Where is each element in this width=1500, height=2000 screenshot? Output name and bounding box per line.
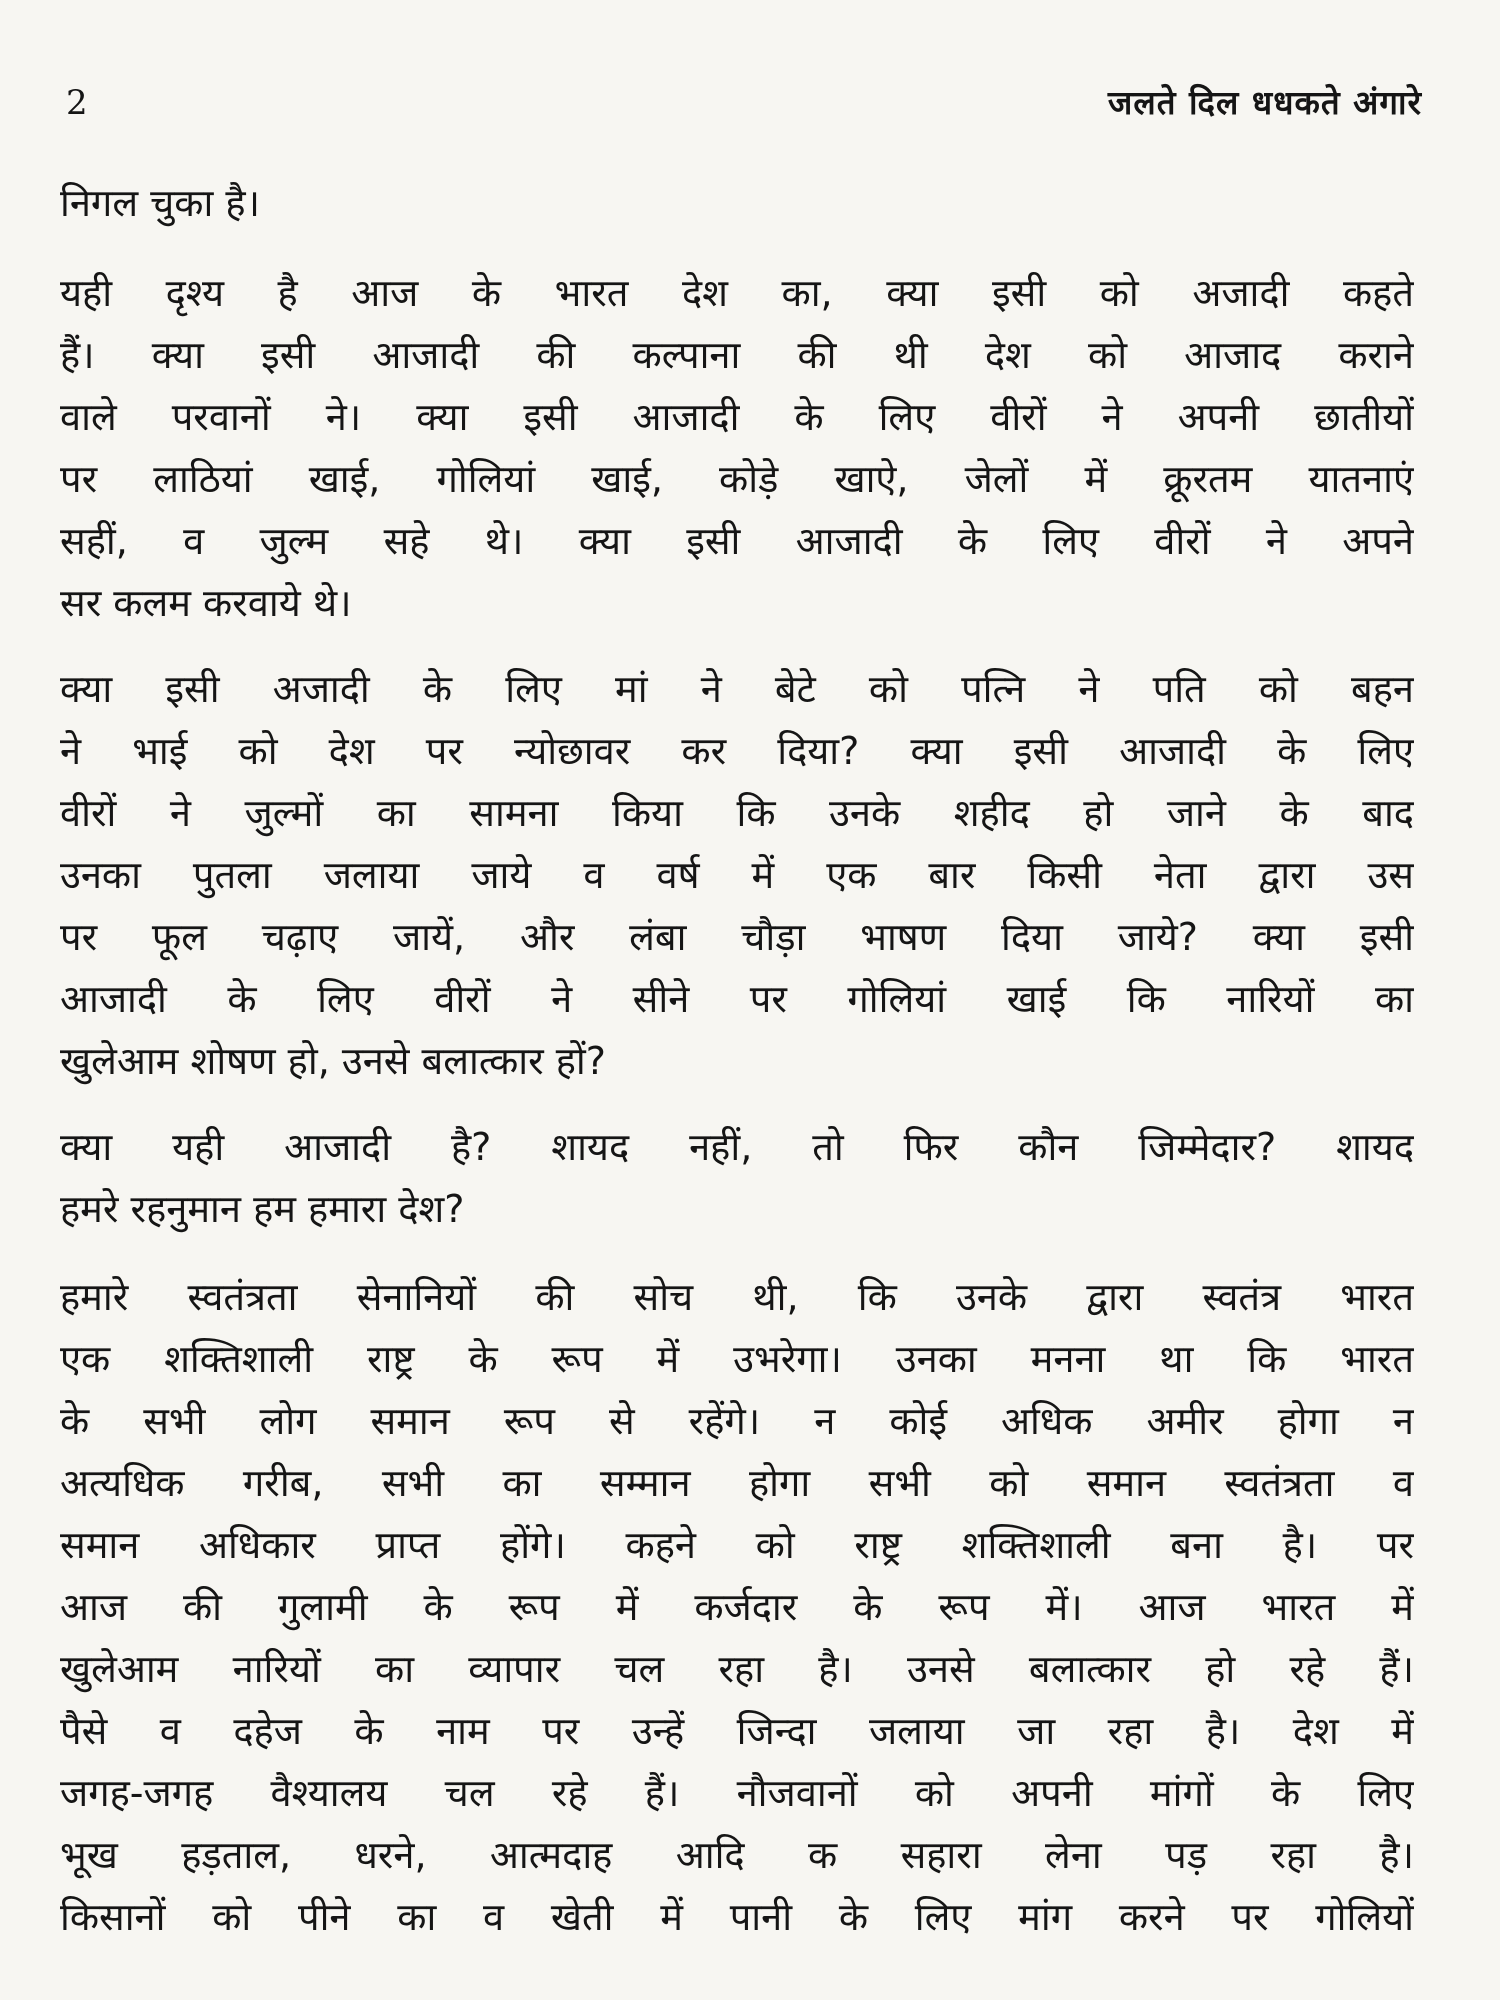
text-line: आज की गुलामी के रूप में कर्जदार के रूप में। आज भारत में [60, 1585, 1414, 1629]
paragraph-4 [60, 1116, 1414, 1240]
text-line: आजादी के लिए वीरों ने सीने पर गोलियां खाई कि नारियों का [60, 977, 1414, 1021]
text-line: वाले परवानों ने। क्या इसी आजादी के लिए वीरों ने अपनी छातीयों [60, 395, 1414, 439]
text-line: यही दृश्य है आज के भारत देश का, क्या इसी को अजादी कहते [60, 271, 1414, 315]
text-line: भूख हड़ताल, धरने, आत्मदाह आदि क सहारा लेना पड़ रहा है। [60, 1833, 1414, 1877]
text-line: पैसे व दहेज के नाम पर उन्हें जिन्दा जलाया जा रहा है। देश में [60, 1709, 1414, 1753]
text-line: समान अधिकार प्राप्त होंगे। कहने को राष्ट्र शक्तिशाली बना है। पर [60, 1523, 1414, 1567]
text-line: पर लाठियां खाई, गोलियां खाई, कोड़े खाऐ, जेलों में क्रूरतम यातनाएं [60, 457, 1414, 501]
running-head [60, 78, 1422, 128]
text-line: सर कलम करवाये थे। [60, 581, 352, 625]
text-line: हमारे स्वतंत्रता सेनानियों की सोच थी, कि उनके द्वारा स्वतंत्र भारत [60, 1275, 1414, 1319]
text-line: ने भाई को देश पर न्योछावर कर दिया? क्या इसी आजादी के लिए [60, 729, 1414, 773]
text-line: एक शक्तिशाली राष्ट्र के रूप में उभरेगा। उनका मनना था कि भारत [60, 1337, 1414, 1381]
book-title: जलते दिल धधकते अंगारे [1107, 83, 1422, 122]
text-line: हैं। क्या इसी आजादी की कल्पाना की थी देश को आजाद कराने [60, 333, 1414, 377]
paragraph-1 [60, 172, 1414, 234]
text-line: निगल चुका है। [60, 181, 260, 225]
paragraph-5 [60, 1266, 1414, 1948]
paragraph-3 [60, 658, 1414, 1092]
body-text [60, 172, 1414, 1970]
text-line: जगह-जगह वैश्यालय चल रहे हैं। नौजवानों को अपनी मांगों के लिए [60, 1771, 1414, 1815]
text-line: किसानों को पीने का व खेती में पानी के लिए मांग करने पर गोलियों [60, 1895, 1414, 1939]
text-line: के सभी लोग समान रूप से रहेंगे। न कोई अधिक अमीर होगा न [60, 1399, 1414, 1443]
text-line: खुलेआम शोषण हो, उनसे बलात्कार हों? [60, 1039, 606, 1083]
text-line: खुलेआम नारियों का व्यापार चल रहा है। उनसे बलात्कार हो रहे हैं। [60, 1647, 1414, 1691]
text-line: क्या यही आजादी है? शायद नहीं, तो फिर कौन जिम्मेदार? शायद [60, 1125, 1414, 1169]
text-line: अत्यधिक गरीब, सभी का सम्मान होगा सभी को समान स्वतंत्रता व [60, 1461, 1414, 1505]
paragraph-2 [60, 262, 1414, 634]
page-number: 2 [66, 83, 88, 123]
text-line: वीरों ने जुल्मों का सामना किया कि उनके शहीद हो जाने के बाद [60, 791, 1414, 835]
text-line: क्या इसी अजादी के लिए मां ने बेटे को पत्नि ने पति को बहन [60, 667, 1414, 711]
text-line: सहीं, व जुल्म सहे थे। क्या इसी आजादी के लिए वीरों ने अपने [60, 519, 1414, 563]
text-line: उनका पुतला जलाया जाये व वर्ष में एक बार किसी नेता द्वारा उस [60, 853, 1414, 897]
text-line: पर फूल चढ़ाए जायें, और लंबा चौड़ा भाषण दिया जाये? क्या इसी [60, 915, 1414, 959]
text-line: हमरे रहनुमान हम हमारा देश? [60, 1187, 465, 1231]
